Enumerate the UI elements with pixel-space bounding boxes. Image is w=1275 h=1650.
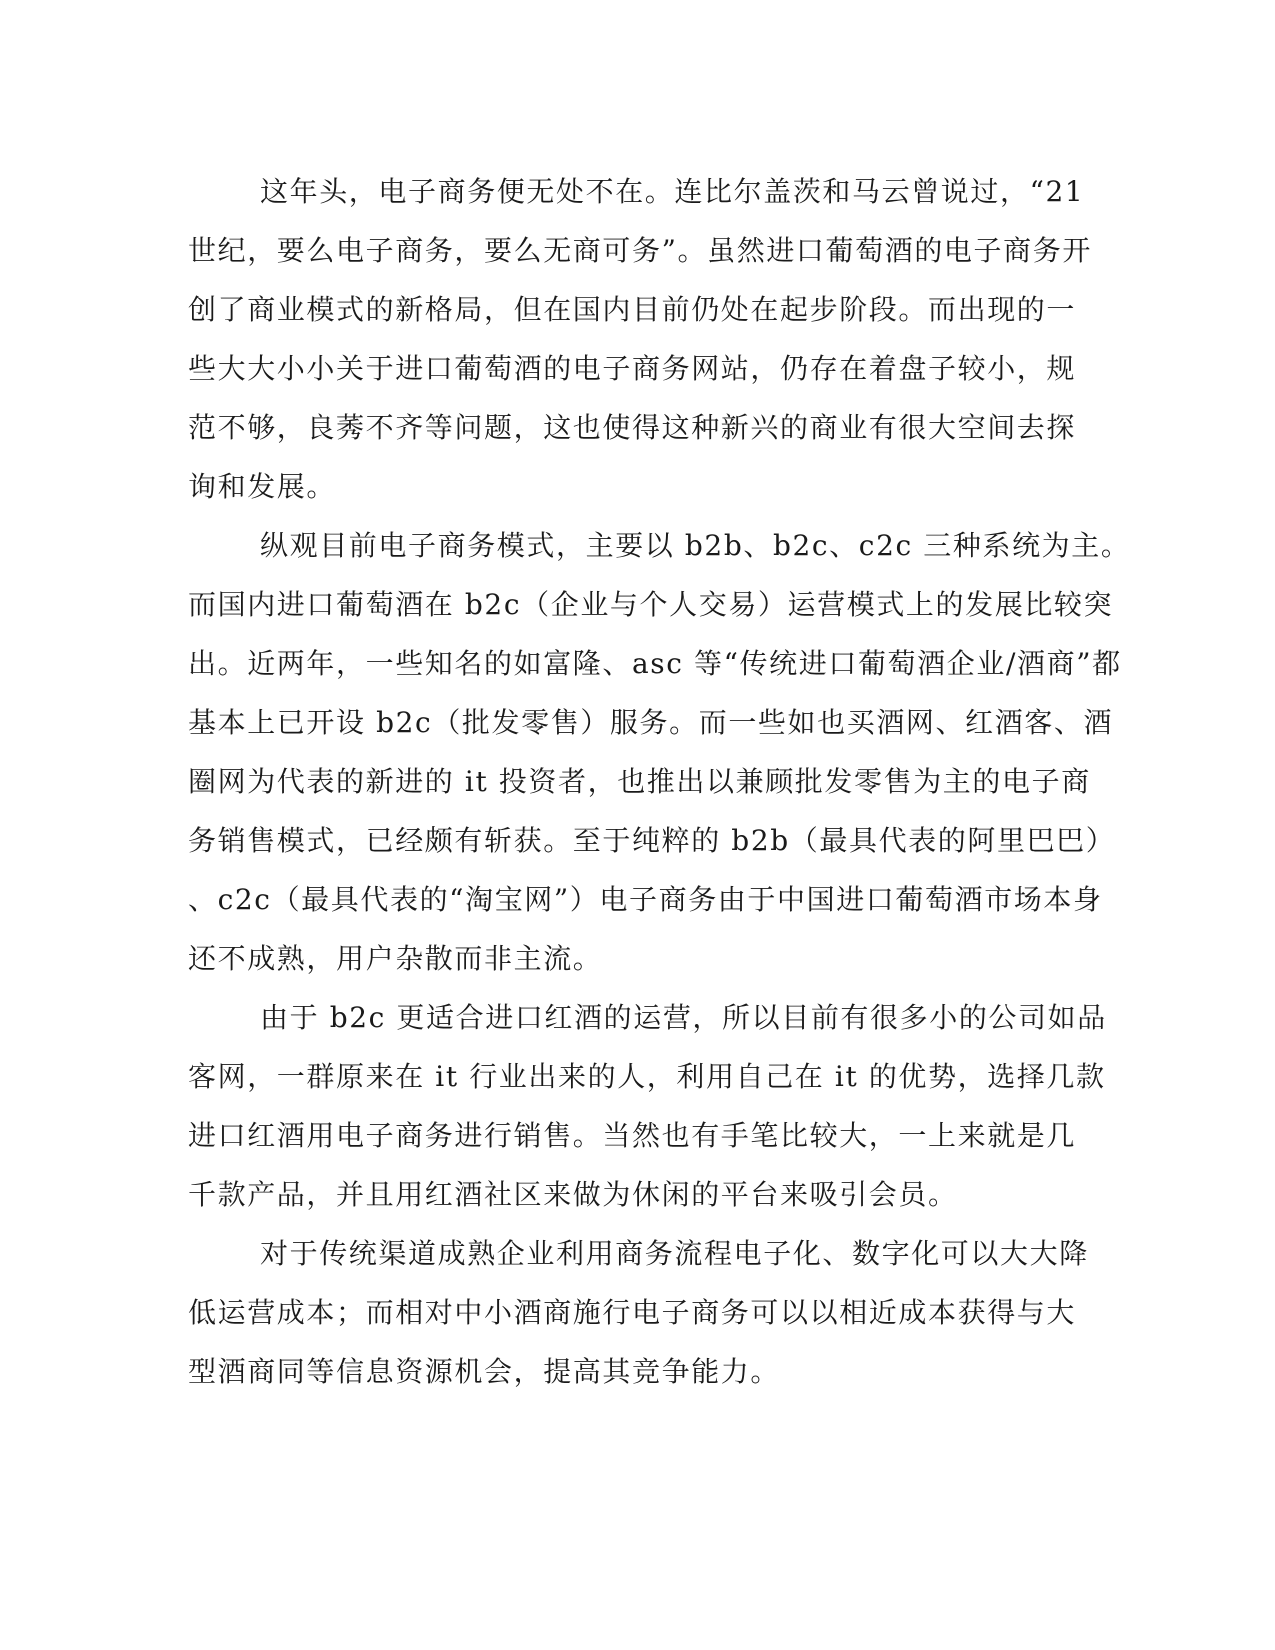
text-line: 、c2c（最具代表的“淘宝网”）电子商务由于中国进口葡萄酒市场本身: [188, 883, 1103, 916]
text-line: 还不成熟，用户杂散而非主流。: [188, 942, 603, 975]
text-line: 询和发展。: [188, 470, 337, 503]
text-line: 纵观目前电子商务模式，主要以 b2b、b2c、c2c 三种系统为主。: [260, 529, 1131, 562]
text-line: 圈网为代表的新进的 it 投资者，也推出以兼顾批发零售为主的电子商: [188, 765, 1091, 798]
text-line: 由于 b2c 更适合进口红酒的运营，所以目前有很多小的公司如品: [260, 1001, 1107, 1034]
text-line: 对于传统渠道成熟企业利用商务流程电子化、数字化可以大大降: [260, 1237, 1089, 1270]
text-line: 出。近两年，一些知名的如富隆、asc 等“传统进口葡萄酒企业/酒商”都: [188, 647, 1122, 680]
text-line: 创了商业模式的新格局，但在国内目前仍处在起步阶段。而出现的一: [188, 293, 1077, 326]
text-line: 世纪，要么电子商务，要么无商可务”。虽然进口葡萄酒的电子商务开: [188, 234, 1092, 267]
text-line: 而国内进口葡萄酒在 b2c（企业与个人交易）运营模式上的发展比较突: [188, 588, 1114, 621]
text-line: 些大大小小关于进口葡萄酒的电子商务网站，仍存在着盘子较小，规: [188, 352, 1077, 385]
paragraph-1: [188, 162, 1092, 516]
text-line: 低运营成本；而相对中小酒商施行电子商务可以以相近成本获得与大: [188, 1296, 1077, 1329]
text-line: 客网，一群原来在 it 行业出来的人，利用自己在 it 的优势，选择几款: [188, 1060, 1106, 1093]
text-line: 型酒商同等信息资源机会，提高其竞争能力。: [188, 1355, 781, 1388]
text-line: 进口红酒用电子商务进行销售。当然也有手笔比较大，一上来就是几: [188, 1119, 1077, 1152]
text-line: 务销售模式，已经颇有斩获。至于纯粹的 b2b（最具代表的阿里巴巴）: [188, 824, 1116, 857]
document-body: [188, 162, 1131, 1401]
text-line: 基本上已开设 b2c（批发零售）服务。而一些如也买酒网、红酒客、酒: [188, 706, 1114, 739]
paragraph-3: [188, 988, 1107, 1224]
paragraph-2: [188, 516, 1131, 988]
text-line: 范不够，良莠不齐等问题，这也使得这种新兴的商业有很大空间去探: [188, 411, 1077, 444]
text-line: 这年头，电子商务便无处不在。连比尔盖茨和马云曾说过，“21: [260, 175, 1085, 208]
paragraph-4: [188, 1224, 1089, 1401]
text-line: 千款产品，并且用红酒社区来做为休闲的平台来吸引会员。: [188, 1178, 958, 1211]
